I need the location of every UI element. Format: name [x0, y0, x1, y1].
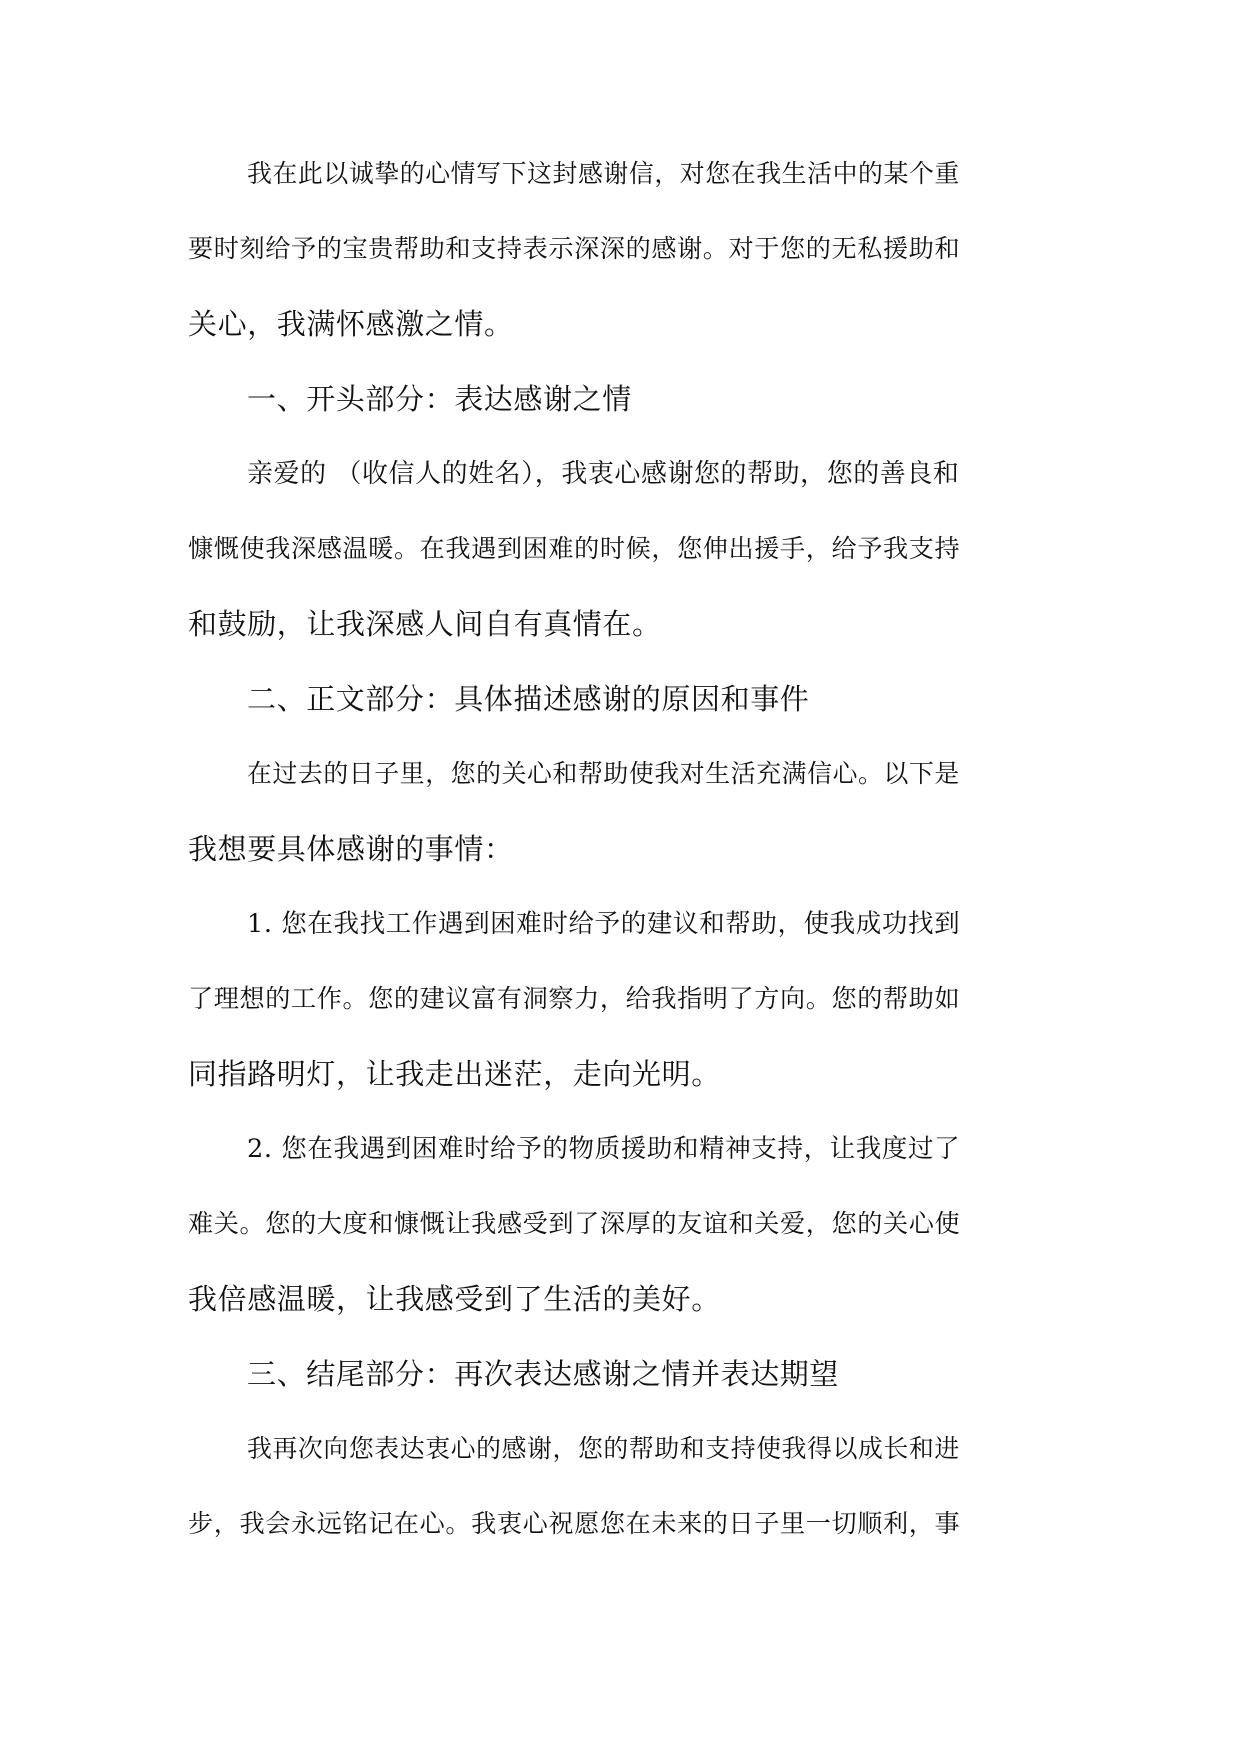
paragraph-line: 慷慨使我深感温暖。在我遇到困难的时候，您伸出援手，给予我支持: [188, 534, 961, 563]
paragraph-line: 要时刻给予的宝贵帮助和支持表示深深的感谢。对于您的无私援助和: [188, 234, 961, 263]
paragraph-line: 关心，我满怀感激之情。: [188, 307, 514, 341]
paragraph-line: 和鼓励，让我深感人间自有真情在。: [188, 607, 662, 641]
list-item-line: 我倍感温暖，让我感受到了生活的美好。: [188, 1282, 721, 1316]
section-heading: 一、开头部分：表达感谢之情: [247, 382, 632, 416]
list-item-line: 难关。您的大度和慷慨让我感受到了深厚的友谊和关爱，您的关心使: [188, 1209, 961, 1238]
list-item-line: 1. 您在我找工作遇到困难时给予的建议和帮助，使我成功找到: [247, 909, 961, 939]
section-heading: 二、正文部分：具体描述感谢的原因和事件: [247, 682, 810, 716]
list-item-line: 了理想的工作。您的建议富有洞察力，给我指明了方向。您的帮助如: [188, 984, 961, 1013]
paragraph-line: 我在此以诚挚的心情写下这封感谢信，对您在我生活中的某个重: [247, 159, 960, 188]
section-heading: 三、结尾部分：再次表达感谢之情并表达期望: [247, 1357, 840, 1391]
paragraph-line: 在过去的日子里，您的关心和帮助使我对生活充满信心。以下是: [247, 759, 960, 788]
list-item-line: 同指路明灯，让我走出迷茫，走向光明。: [188, 1057, 721, 1091]
list-item-line: 2. 您在我遇到困难时给予的物质援助和精神支持，让我度过了: [247, 1134, 961, 1164]
paragraph-line: 我想要具体感谢的事情：: [188, 832, 514, 866]
paragraph-line: 步，我会永远铭记在心。我衷心祝愿您在未来的日子里一切顺利，事: [188, 1509, 961, 1538]
paragraph-line: 我再次向您表达衷心的感谢，您的帮助和支持使我得以成长和进: [247, 1434, 960, 1463]
paragraph-line: 亲爱的 （收信人的姓名），我衷心感谢您的帮助，您的善良和: [247, 459, 960, 489]
